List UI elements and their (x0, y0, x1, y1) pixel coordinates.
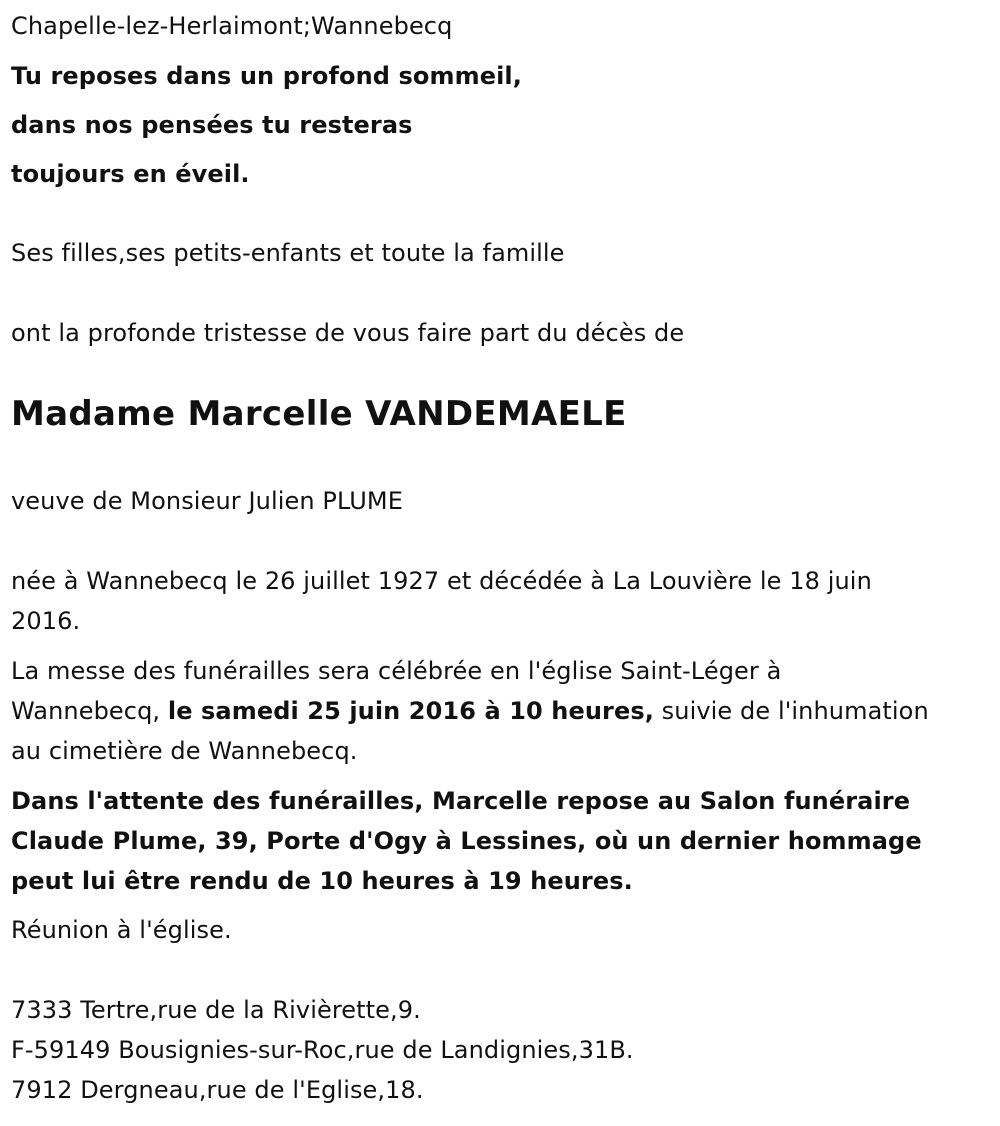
family-line: Ses filles,ses petits-enfants et toute la famille (11, 239, 565, 267)
poem-line-1: Tu reposes dans un profond sommeil, (11, 62, 522, 90)
deceased-name: Madame Marcelle VANDEMAELE (11, 394, 627, 434)
birth-death-line-1: née à Wannebecq le 26 juillet 1927 et décédée à La Louvière le 18 juin (11, 567, 872, 595)
poem-line-3: toujours en éveil. (11, 160, 250, 188)
address-line-2: F-59149 Bousignies-sur-Roc,rue de Landignies,31B. (11, 1036, 634, 1064)
viewing-notice-line-3: peut lui être rendu de 10 heures à 19 heures. (11, 867, 633, 895)
reunion-line: Réunion à l'église. (11, 916, 232, 944)
viewing-notice-line-2: Claude Plume, 39, Porte d'Ogy à Lessines, où un dernier hommage (11, 827, 922, 855)
widow-line: veuve de Monsieur Julien PLUME (11, 487, 403, 515)
announcement-line: ont la profonde tristesse de vous faire part du décès de (11, 319, 685, 347)
funeral-mass-line-2-suffix: suivie de l'inhumation (653, 697, 929, 725)
funeral-mass-line-3: au cimetière de Wannebecq. (11, 737, 358, 765)
address-line-1: 7333 Tertre,rue de la Rivièrette,9. (11, 996, 421, 1024)
poem-line-2: dans nos pensées tu resteras (11, 111, 413, 139)
viewing-notice-line-1: Dans l'attente des funérailles, Marcelle repose au Salon funéraire (11, 787, 911, 815)
address-line-3: 7912 Dergneau,rue de l'Eglise,18. (11, 1076, 424, 1104)
funeral-mass-line-1: La messe des funérailles sera célébrée en l'église Saint-Léger à (11, 657, 782, 685)
funeral-date-time: le samedi 25 juin 2016 à 10 heures, (167, 697, 654, 725)
location-header: Chapelle-lez-Herlaimont;Wannebecq (11, 12, 453, 40)
funeral-mass-line-2-prefix: Wannebecq, (11, 697, 168, 725)
funeral-mass-line-2 (11, 691, 929, 731)
birth-death-line-2: 2016. (11, 607, 81, 635)
